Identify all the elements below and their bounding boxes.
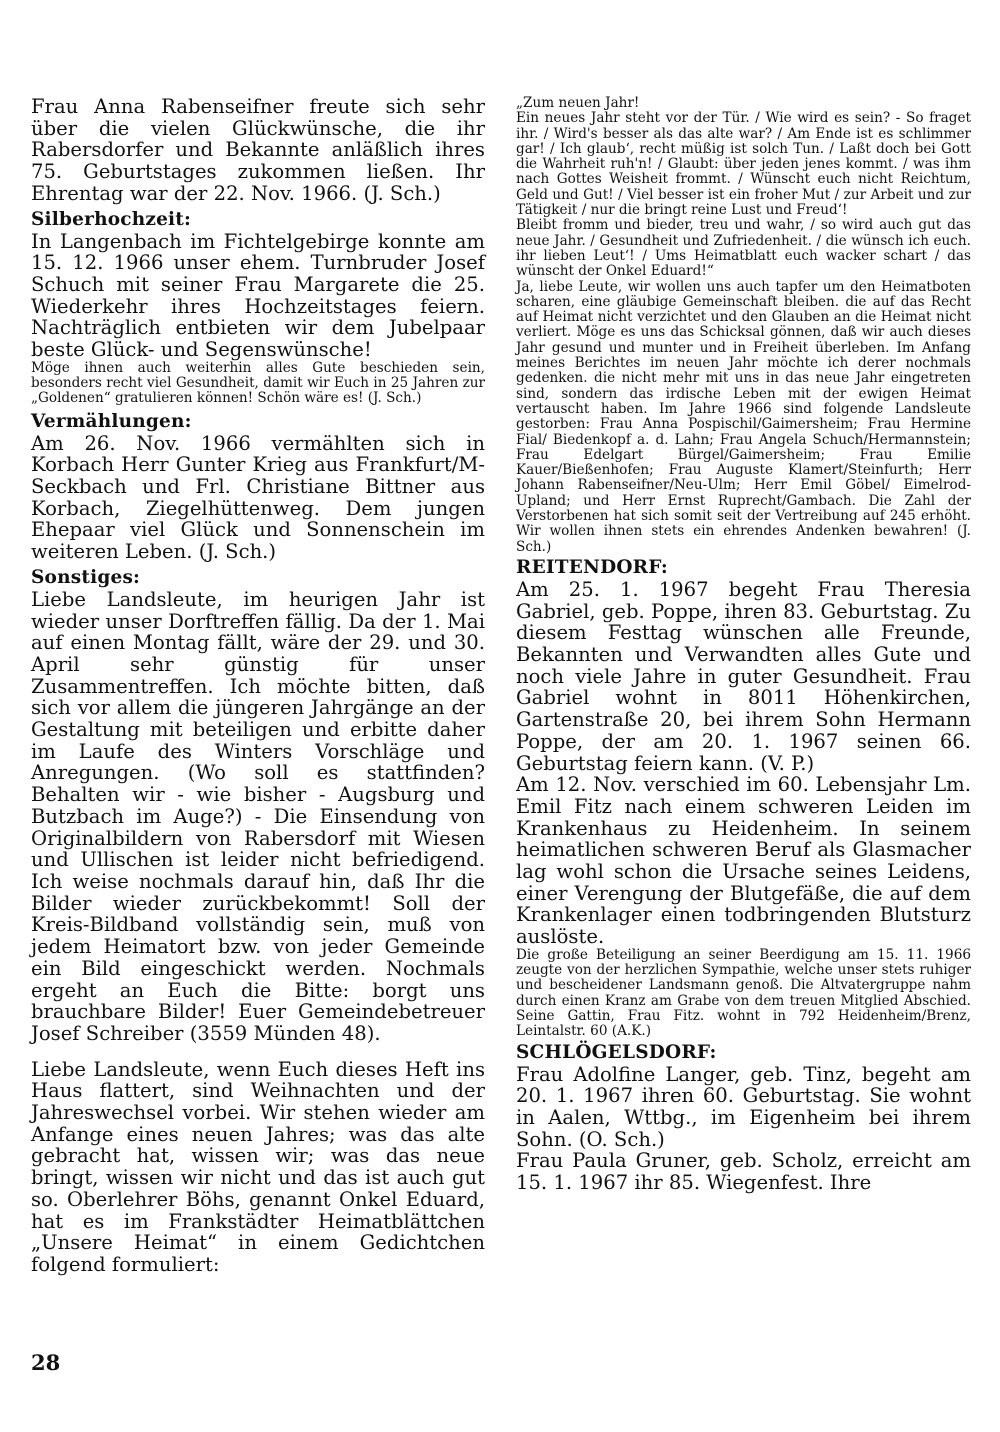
heading-reitendorf: REITENDORF: — [516, 556, 668, 578]
paragraph-fitz-beerdigung: Die große Beteiligung an seiner Beerdigung am 15. 11. 1966 zeugte von der herzlichen Sympathie, welche unser stets ruhiger und bescheidener Landsmann genoß. Die Altvatergruppe nahm durch einen Kranz am Grabe von dem treuen Mitglied Abschied. Seine Gattin, Frau Fitz. wohnt in 792 Heidenheim/Brenz, Leintalstr. 60 (A.K.) — [516, 946, 971, 1040]
page-number: 28 — [31, 1350, 61, 1375]
right-column — [516, 96, 971, 1194]
poem-title: „Zum neuen Jahr! — [516, 95, 640, 111]
left-column — [31, 96, 485, 1276]
heading-vermaehlungen: Vermählungen: — [31, 410, 192, 432]
paragraph-silberhochzeit: In Langenbach im Fichtelgebirge konnte am 15. 12. 1966 unser ehem. Turnbruder Josef Schuch mit seiner Frau Margarete die 25. Wiederkehr ihres Hochzeitstages feiern. Nachträglich entbieten wir dem Jubelpaar beste Glück- und Segenswünsche! — [31, 229, 485, 362]
heading-schloegelsdorf: SCHLÖGELSDORF: — [516, 1041, 717, 1063]
paragraph-gruner: Frau Paula Gruner, geb. Scholz, erreicht am 15. 1. 1967 ihr 85. Wiegenfest. Ihre — [516, 1149, 971, 1195]
paragraph-rabenseifner: Frau Anna Rabenseifner freute sich sehr über die vielen Glückwünsche, die ihr Rabersdorfer und Bekannte anläßlich ihres 75. Geburtstages zukommen ließen. Ihr Ehrentag war der 22. Nov. 1966. (J. Sch.) — [31, 95, 485, 205]
heading-sonstiges: Sonstiges: — [31, 566, 141, 588]
paragraph-vermaehlungen: Am 26. Nov. 1966 vermählten sich in Korbach Herr Gunter Krieg aus Frankfurt/M-Seckbach und Frl. Christiane Bittner aus Korbach, Ziegelhüttenweg. Dem jungen Ehepaar viel Glück und Sonnenschein im weiteren Leben. (J. Sch.) — [31, 431, 485, 564]
paragraph-silberhochzeit-wishes: Möge ihnen auch weiterhin alles Gute beschieden sein, besonders recht viel Gesundheit, damit wir Euch in 25 Jahren zur „Goldenen“ gratulieren können! Schön wäre es! (J. Sch.) — [31, 359, 485, 407]
paragraph-gabriel: Am 25. 1. 1967 begeht Frau Theresia Gabriel, geb. Poppe, ihren 83. Geburtstag. Zu diesem Festtag wünschen alle Freunde, Bekannten und Verwandten alles Gute und noch viele Jahre in guter Gesundheit. Frau Gabriel wohnt in 8011 Höhenkirchen, Gartenstraße 20, bei ihrem Sohn Hermann Poppe, der am 20. 1. 1967 seinen 66. Geburtstag feiern kann. (V. P.) — [516, 577, 971, 775]
paragraph-fitz: Am 12. Nov. verschied im 60. Lebensjahr Lm. Emil Fitz nach einem schweren Leiden im Krankenhaus zu Heidenheim. In seinem heimatlichen schweren Beruf als Glasmacher lag wohl schon die Ursache seines Leidens, einer Verengung der Blutgefäße, die auf dem Krankenlager einen todbringenden Blutsturz auslöste. — [516, 773, 971, 949]
paragraph-langer: Frau Adolfine Langer, geb. Tinz, begeht am 20. 1. 1967 ihren 60. Geburtstag. Sie wohnt in Aalen, Wttbg., im Eigenheim bei ihrem Sohn. (O. Sch.) — [516, 1062, 971, 1151]
heading-silberhochzeit: Silberhochzeit: — [31, 208, 192, 230]
poem-stanza-2: Bleibt fromm und bieder, treu und wahr, / so wird auch gut das neue Jahr. / Gesundheit und Zufriedenheit. / die wünsch ich euch. ihr lieben Leut‘! / Ums Heimatblatt euch wacker schart / das wünscht der Onkel Eduard!“ — [516, 217, 971, 280]
paragraph-dorftreffen: Liebe Landsleute, im heurigen Jahr ist wieder unser Dorftreffen fällig. Da der 1. Mai auf einen Montag fällt, wäre der 29. und 30. April sehr günstig für unser Zusammentreffen. Ich möchte bitten, daß sich vor allem die jüngeren Jahrgänge an der Gestaltung mit beteiligen und erbitte daher im Laufe des Winters Vorschläge und Anregungen. (Wo soll es stattfinden? Behalten wir - wie bisher - Augsburg und Butzbach im Auge?) - Die Einsendung von Originalbildern von Rabersdorf mit Wiesen und Ullischen ist leider nicht befriedigend. Ich weise nochmals darauf hin, daß Ihr die Bilder wieder zurückbekommt! Soll der Kreis-Bildband vollständig sein, muß von jedem Heimatort bzw. von jeder Gemeinde ein Bild eingeschickt werden. Nochmals ergeht an Euch die Bitte: borgt uns brauchbare Bilder! Euer Gemeindebetreuer Josef Schreiber (3559 Münden 48). — [31, 587, 485, 1045]
poem-stanza-1: Ein neues Jahr steht vor der Tür. / Wie wird es sein? - So fraget ihr. / Wird's besser als das alte war? / Am Ende ist es schlimmer gar! / Ich glaub‘, recht müßig ist solch Tun. / Laßt doch bei Gott die Wahrheit ruh'n! / Glaubt: über jeden jenes kommt. / was ihm nach Gottes Weisheit frommt. / Wünscht euch nicht Reichtum, Geld und Gut! / Viel besser ist ein froher Mut / zur Arbeit und zur Tätigkeit / nur die bringt reine Lust und Freud‘! — [516, 110, 971, 219]
paragraph-gedenken: Ja, liebe Leute, wir wollen uns auch tapfer um den Heimatboten scharen, eine gläubige Gemeinschaft bleiben. die auf das Recht auf Heimat nicht verzichtet und den Glauben an die Heimat nicht verliert. Möge es uns das Schicksal gönnen, daß wir auch dieses Jahr gesund und munter und in Freiheit überleben. Im Anfang meines Berichtes im neuen Jahr möchte ich derer nochmals gedenken. die nicht mehr mit uns in das neue Jahr eingetreten sind, sondern das irdische Leben mit der ewigen Heimat vertauscht haben. Im Jahre 1966 sind folgende Landsleute gestorben: Frau Anna Pospischil/Gaimersheim; Frau Hermine Fial/ Biedenkopf a. d. Lahn; Frau Angela Schuch/Hermannstein; Frau Edelgart Bürgel/Gaimersheim; Frau Emilie Kauer/Bießenhofen; Frau Auguste Klamert/Steinfurth; Herr Johann Rabenseifner/Neu-Ulm; Herr Emil Göbel/ Eimelrod-Upland; und Herr Ernst Ruprecht/Gambach. Die Zahl der Verstorbenen hat sich somit seit der Vertreibung auf 245 erhöht. Wir wollen ihnen stets ein ehrendes Andenken bewahren! (J. Sch.) — [516, 278, 971, 555]
paragraph-neujahr: Liebe Landsleute, wenn Euch dieses Heft ins Haus flattert, sind Weihnachten und der Jahreswechsel vorbei. Wir stehen wieder am Anfange eines neuen Jahres; was das alte gebracht hat, wissen wir; was das neue bringt, wissen wir nicht und das ist auch gut so. Oberlehrer Böhs, genannt Onkel Eduard, hat es im Frankstädter Heimatblättchen „Unsere Heimat“ in einem Gedichtchen folgend formuliert: — [31, 1057, 485, 1276]
